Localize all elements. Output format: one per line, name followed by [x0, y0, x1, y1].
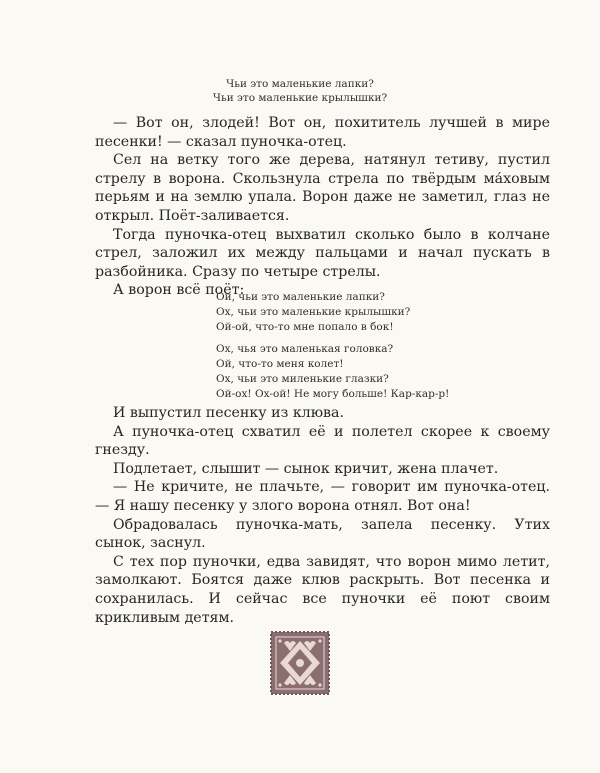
poem-line: Ох, чья это маленькая головка?: [216, 343, 394, 356]
raven-song: [216, 290, 536, 410]
poem-line: Ой, чьи это маленькие лапки?: [216, 291, 385, 303]
poem-line: Ох, чьи это миленькие глазки?: [216, 372, 389, 385]
poem-line: Ой, что-то меня колет!: [216, 358, 344, 371]
ornament-svg: [270, 631, 330, 695]
poem-stanza-1: [216, 290, 536, 334]
paragraph: Тогда пуночка-отец выхватил сколько было в колчане стрел, заложил их между пальцами и начал пускать в разбойника. Сразу по четыре стрелы.: [95, 226, 550, 280]
paragraph: А пуночка-отец схватил её и полетел скорее к своему гнезду.: [95, 423, 550, 459]
paragraph: С тех пор пуночки, едва завидят, что ворон мимо летит, замолкают. Боятся даже клюв раскрыть. Вот песенка и сохранилась. И сейчас все пуночки её поют своим крикливым детям.: [95, 553, 550, 626]
story-text-lower: [95, 404, 550, 627]
poem-stanza-2: [216, 342, 536, 401]
epigraph: [0, 77, 600, 105]
paragraph: Сел на ветку того же дерева, натянул тетиву, пустил стрелу в ворона. Скользнула стрела по твёрдым ма́ховым перьям и на землю упала. Ворон даже не заметил, глаз не открыл. Поёт-заливается.: [95, 152, 550, 224]
paragraph: — Не кричите, не плачьте, — говорит им пуночка-отец. — Я нашу песенку у злого ворона отнял. Вот она!: [95, 479, 550, 514]
paragraph: — Вот он, злодей! Вот он, похититель лучшей в мире песенки! — сказал пуночка-отец.: [95, 115, 550, 150]
paragraph: Подлетает, слышит — сынок кричит, жена плачет.: [113, 460, 499, 477]
epigraph-line: Чьи это маленькие крылышки?: [212, 92, 388, 104]
poem-line: Ох, чьи это маленькие крылышки?: [216, 305, 411, 318]
poem-line: Ой-ох! Ох-ой! Не могу больше! Кар-кар-р!: [216, 387, 450, 400]
paragraph: И выпустил песенку из клюва.: [113, 405, 345, 421]
paragraph: Обрадовалась пуночка-мать, запела песенку. Утих сынок, заснул.: [95, 516, 550, 552]
epigraph-line: Чьи это маленькие лапки?: [226, 78, 374, 90]
paragraph: А ворон всё поёт:: [113, 282, 245, 299]
poem-line: Ой-ой, что-то мне попало в бок!: [216, 320, 394, 333]
story-text-upper: [95, 114, 550, 300]
ornamental-square-emblem-icon: [270, 631, 330, 695]
